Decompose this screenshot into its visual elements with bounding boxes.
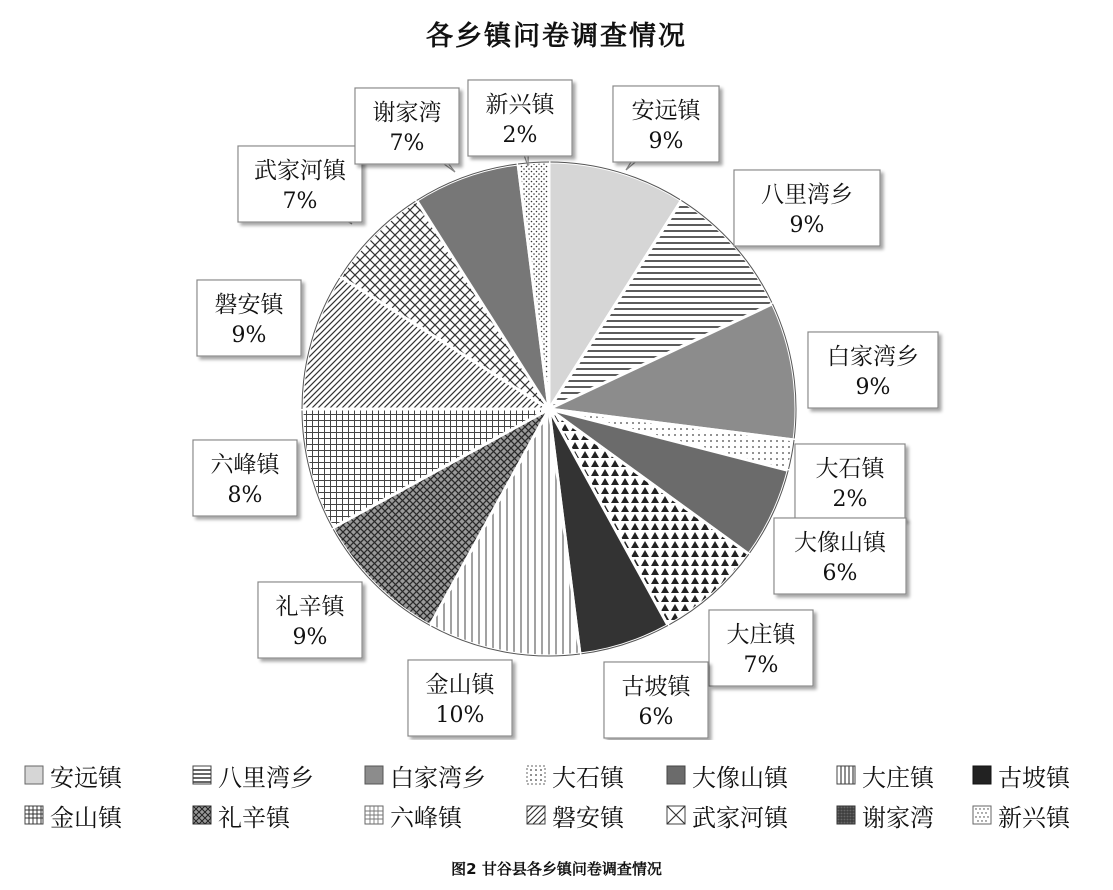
legend-item <box>836 798 934 832</box>
legend-label: 新兴镇 <box>998 803 1070 832</box>
legend-label: 八里湾乡 <box>218 763 314 792</box>
legend-item <box>526 798 624 832</box>
slice-name-label: 大庄镇 <box>726 622 796 648</box>
slice-value-label: 8% <box>227 483 263 508</box>
slice-value-label: 7% <box>389 131 425 156</box>
slice-value-label: 2% <box>502 123 538 148</box>
legend-item <box>666 758 788 792</box>
legend-label: 金山镇 <box>50 803 122 832</box>
slice-value-label: 9% <box>292 625 328 650</box>
slice-callout-8 <box>408 660 512 736</box>
legend-swatch <box>666 805 686 825</box>
legend-label: 大庄镇 <box>862 763 934 792</box>
slice-name-label: 磐安镇 <box>214 292 284 318</box>
slice-name-label: 六峰镇 <box>210 452 280 478</box>
slice-value-label: 2% <box>832 487 868 512</box>
legend-item <box>364 758 486 792</box>
legend-label: 大石镇 <box>552 763 624 792</box>
slice-name-label: 金山镇 <box>425 672 495 698</box>
slice-callout-13 <box>355 88 459 172</box>
legend-swatch <box>972 805 992 825</box>
legend-swatch <box>526 805 546 825</box>
slice-value-label: 9% <box>648 129 684 154</box>
legend-item <box>972 798 1070 832</box>
legend-label: 大像山镇 <box>692 763 788 792</box>
slice-callout-14 <box>468 80 572 166</box>
legend-swatch <box>192 765 212 785</box>
slice-name-label: 大石镇 <box>815 456 885 482</box>
slice-name-label: 礼辛镇 <box>275 594 345 620</box>
slice-callout-3 <box>808 332 938 408</box>
slice-callout-6 <box>709 610 813 686</box>
legend-label: 磐安镇 <box>552 803 624 832</box>
legend-label: 白家湾乡 <box>390 763 486 792</box>
legend-label: 礼辛镇 <box>218 803 290 832</box>
slice-name-label: 古坡镇 <box>621 674 691 700</box>
pie-slices <box>302 162 796 656</box>
legend-swatch <box>24 805 44 825</box>
legend-label: 古坡镇 <box>998 763 1070 792</box>
slice-callout-2 <box>734 170 880 246</box>
legend-swatch <box>666 765 686 785</box>
legend-swatch <box>836 765 856 785</box>
slice-callout-7 <box>604 662 708 738</box>
legend-swatch <box>364 805 384 825</box>
legend-item <box>666 798 788 832</box>
slice-name-label: 新兴镇 <box>485 92 555 118</box>
legend-item <box>526 758 624 792</box>
slice-callout-11 <box>197 280 301 356</box>
slice-value-label: 9% <box>789 213 825 238</box>
legend-item <box>24 758 122 792</box>
slice-name-label: 谢家湾 <box>372 100 442 126</box>
legend-row-1 <box>24 758 1094 792</box>
legend-label: 谢家湾 <box>862 803 934 832</box>
legend-swatch <box>972 765 992 785</box>
legend-row-2 <box>24 798 1094 832</box>
slice-callout-4 <box>795 444 905 520</box>
slice-callout-1 <box>613 86 719 170</box>
slice-callout-10 <box>193 440 297 516</box>
slice-value-label: 7% <box>282 189 318 214</box>
legend-item <box>192 798 290 832</box>
slice-name-label: 安远镇 <box>631 98 701 124</box>
legend-swatch <box>364 765 384 785</box>
slice-value-label: 10% <box>435 703 485 728</box>
legend-item <box>364 798 462 832</box>
slice-value-label: 9% <box>231 323 267 348</box>
slice-value-label: 6% <box>638 705 674 730</box>
legend-item <box>24 798 122 832</box>
slice-callout-5 <box>774 518 906 594</box>
slice-value-label: 9% <box>855 375 891 400</box>
legend-item <box>192 758 314 792</box>
slice-name-label: 白家湾乡 <box>827 344 919 370</box>
slice-value-label: 6% <box>822 561 858 586</box>
figure-caption: 图2 甘谷县各乡镇问卷调查情况 <box>451 860 662 878</box>
legend-item <box>972 758 1070 792</box>
slice-value-label: 7% <box>743 653 779 678</box>
legend-swatch <box>24 765 44 785</box>
legend-item <box>836 758 934 792</box>
slice-name-label: 武家河镇 <box>254 158 346 184</box>
legend-swatch <box>526 765 546 785</box>
slice-name-label: 八里湾乡 <box>761 182 853 208</box>
slice-callout-12 <box>238 146 362 224</box>
legend-label: 武家河镇 <box>692 803 788 832</box>
slice-name-label: 大像山镇 <box>794 530 886 556</box>
legend-swatch <box>836 805 856 825</box>
legend-label: 六峰镇 <box>390 803 462 832</box>
legend-swatch <box>192 805 212 825</box>
legend-label: 安远镇 <box>50 763 122 792</box>
slice-callout-9 <box>258 582 362 658</box>
chart-title: 各乡镇问卷调查情况 <box>426 21 687 52</box>
